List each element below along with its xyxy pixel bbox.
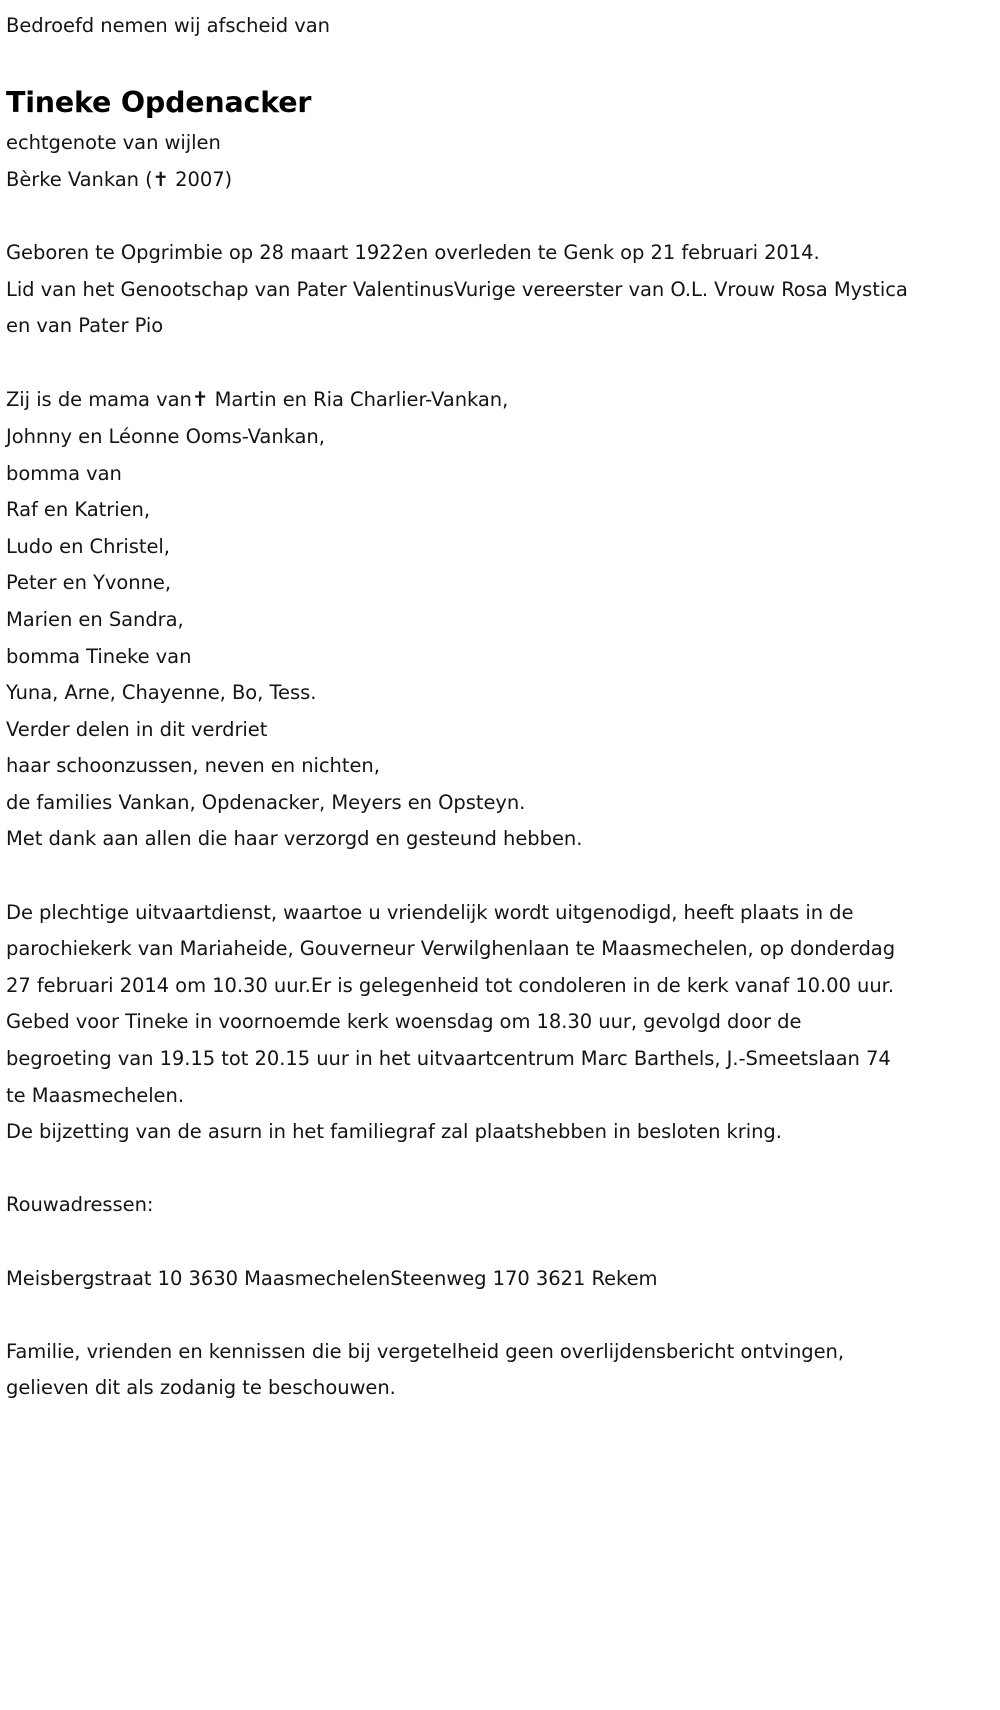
mother-of-line xyxy=(6,381,986,419)
intro-block xyxy=(6,8,986,45)
membership-line: Lid van het Genootschap van Pater ValentinusVurige vereerster van O.L. Vrouw Rosa Mystica xyxy=(6,277,908,301)
service-block xyxy=(6,895,911,1151)
spacer xyxy=(6,1224,986,1261)
grandmother-label: bomma van xyxy=(6,461,122,485)
deceased-relation-line: echtgenote van wijlen xyxy=(6,131,221,155)
spacer xyxy=(6,1151,986,1188)
intro-line: Bedroefd nemen wij afscheid van xyxy=(6,14,330,37)
great-grandchildren-line: Yuna, Arne, Chayenne, Bo, Tess. xyxy=(6,681,317,705)
closing-paragraph: Familie, vrienden en kennissen die bij vergetelheid geen overlijdensbericht ontvingen, gelieven dit als zodanig te beschouwen. xyxy=(6,1339,851,1400)
spacer xyxy=(6,45,986,82)
condolence-line: haar schoonzussen, neven en nichten, xyxy=(6,754,380,778)
grandchild-line: Marien en Sandra, xyxy=(6,607,184,631)
great-grandmother-label: bomma Tineke van xyxy=(6,644,192,668)
closing-block xyxy=(6,1334,911,1407)
devotion-line: en van Pater Pio xyxy=(6,314,164,338)
condolence-line: Met dank aan allen die haar verzorgd en gesteund hebben. xyxy=(6,827,583,851)
life-block xyxy=(6,235,911,345)
condolence-line: de families Vankan, Opdenacker, Meyers en Opsteyn. xyxy=(6,790,526,814)
spacer xyxy=(6,198,986,235)
deceased-spouse-line: Bèrke Vankan (✝ 2007) xyxy=(6,167,233,191)
mother-of-prefix: Zij is de mama van xyxy=(6,388,192,412)
burial-paragraph: De bijzetting van de asurn in het familiegraf zal plaatshebben in besloten kring. xyxy=(6,1120,782,1144)
obituary-notice xyxy=(6,8,986,1407)
spacer xyxy=(6,858,986,895)
mother-of-suffix: Martin en Ria Charlier-Vankan, xyxy=(208,388,509,412)
cross-icon: ✝ xyxy=(191,387,209,412)
mourning-addresses-line: Meisbergstraat 10 3630 MaasmechelenSteenweg 170 3621 Rekem xyxy=(6,1266,658,1290)
grandchild-line: Raf en Katrien, xyxy=(6,498,150,522)
mourning-addresses-block xyxy=(6,1187,986,1297)
deceased-name: Tineke Opdenacker xyxy=(6,86,312,120)
grandchild-line: Peter en Yvonne, xyxy=(6,571,171,595)
child-line: Johnny en Léonne Ooms-Vankan, xyxy=(6,424,325,448)
condolence-line: Verder delen in dit verdriet xyxy=(6,717,268,741)
deceased-block xyxy=(6,81,986,198)
birth-death-line: Geboren te Opgrimbie op 28 maart 1922en overleden te Genk op 21 februari 2014. xyxy=(6,240,820,264)
family-block xyxy=(6,381,986,858)
prayer-paragraph: Gebed voor Tineke in voornoemde kerk woensdag om 18.30 uur, gevolgd door de begroeting van 19.15 tot 20.15 uur in het uitvaartcentrum Marc Barthels, J.-Smeetslaan 74 te Maasmechelen. xyxy=(6,1010,897,1107)
service-paragraph: De plechtige uitvaartdienst, waartoe u vriendelijk wordt uitgenodigd, heeft plaats in de parochiekerk van Mariaheide, Gouverneur Verwilghenlaan te Maasmechelen, op donderdag 27 februari 2014 om 10.30 uur.Er is gelegenheid tot condoleren in de kerk vanaf 10.00 uur. xyxy=(6,900,902,997)
spacer xyxy=(6,345,986,382)
grandchild-line: Ludo en Christel, xyxy=(6,534,170,558)
spacer xyxy=(6,1297,986,1334)
mourning-addresses-heading: Rouwadressen: xyxy=(6,1193,154,1217)
